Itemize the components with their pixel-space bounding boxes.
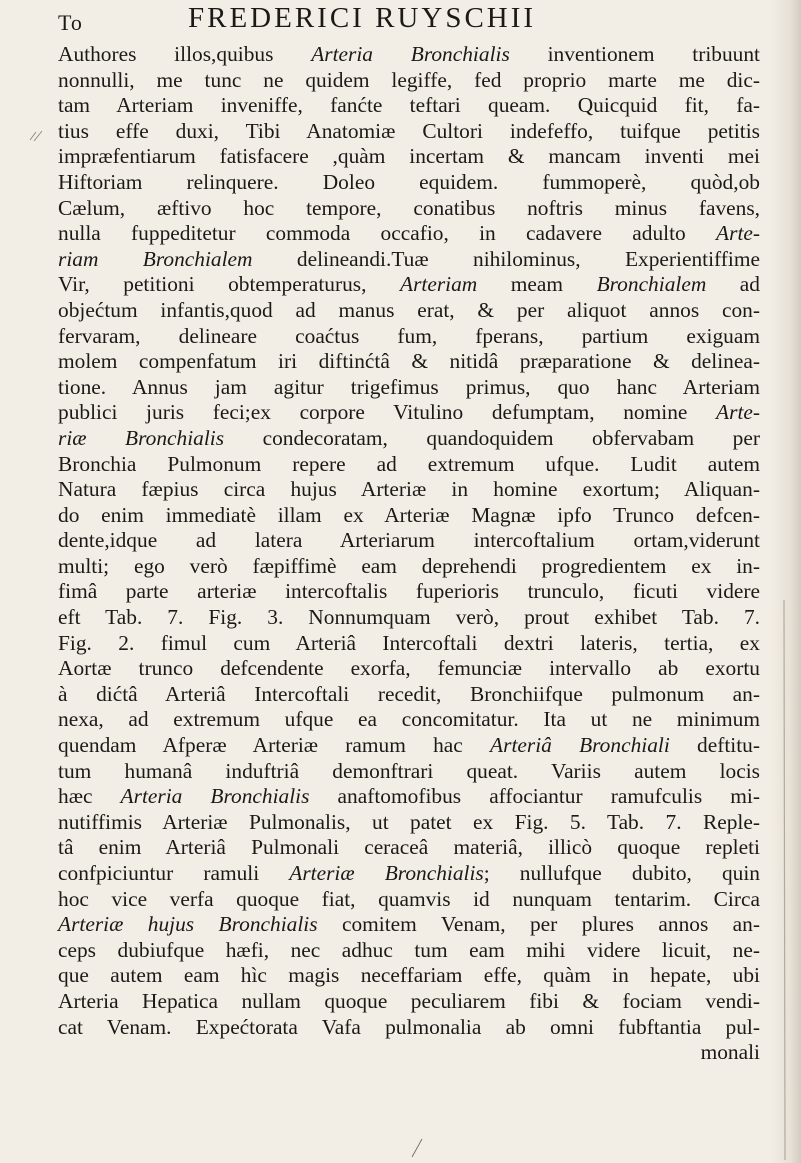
running-head: FREDERICI RUYSCHII [188,2,537,34]
text-segment: meam [477,272,597,297]
text-segment: nexa, ad extremum ufque ea concomitatur. Ita ut ne minimum [58,707,760,732]
text-line [58,759,760,785]
text-line [58,912,760,938]
text-line [58,196,760,222]
text-line [58,528,760,554]
stray-ink-mark [410,1138,424,1158]
text-segment: impræfentiarum fatisfacere ,quàm incertam & mancam inventi mei [58,144,760,169]
text-segment: Bronchia Pulmonum repere ad extremum ufque. Ludit autem [58,451,760,476]
italic-term: Arte- [716,400,760,425]
text-line [58,810,760,836]
text-line [58,733,760,759]
text-segment: Arteria Hepatica nullam quoque peculiarem fibi & fociam vendi- [58,988,760,1013]
text-segment: Authores illos,quibus [58,42,312,66]
italic-term: Arteria Bronchialis [120,784,310,809]
page-header [58,2,758,38]
text-segment: condecoratam, quandoquidem obfervabam per [224,425,760,450]
text-segment: tione. Annus jam agitur trigefimus primus, quo hanc Arteriam [58,374,760,399]
text-line [58,221,760,247]
italic-term: riam Bronchialem [58,246,253,271]
text-line [58,1040,760,1066]
text-line [58,324,760,350]
italic-term: Arteriâ Bronchiali [490,733,670,758]
text-line [58,605,760,631]
text-line [58,375,760,401]
text-line [58,272,760,298]
text-segment: eft Tab. 7. Fig. 3. Nonnumquam verò, prout exhibet Tab. 7. [58,605,760,630]
text-line [58,989,760,1015]
text-segment: deftitu- [669,733,761,758]
text-segment: comitem Venam, per plures annos an- [317,912,760,937]
text-line [58,144,760,170]
text-segment: inventionem tribuunt [509,42,760,66]
text-line [58,42,760,68]
text-segment: ad [706,272,760,297]
text-segment: molem compenfatum iri diftinćtâ & nitidâ præparatione & delinea- [58,349,760,374]
text-line [58,170,760,196]
text-line [58,119,760,145]
text-segment: tius effe duxi, Tibi Anatomiæ Cultori indefeffo, tuifque petitis [58,118,760,143]
text-line [58,68,760,94]
text-segment: dente,idque ad latera Arteriarum intercoftalium ortam,viderunt [58,528,760,553]
italic-term: Arteriæ Bronchialis [289,861,484,885]
text-segment: fimâ parte arteriæ intercoftalis fuperioris trunculo, ficuti videre [58,579,760,604]
text-line [58,631,760,657]
text-line [58,861,760,887]
text-line [58,579,760,605]
text-segment: monali [700,1040,760,1065]
text-segment: tam Arteriam inveniffe, fanćte teftari queam. Quicquid fit, fa- [58,93,760,118]
text-segment: publici juris feci;ex corpore Vitulino defumptam, nomine [58,400,717,425]
text-line [58,400,760,426]
italic-term: Arteriæ hujus Bronchialis [58,912,318,937]
text-line [58,503,760,529]
text-segment: fervaram, delineare coaćtus fum, fperans, partium exiguam [58,323,760,348]
text-line [58,477,760,503]
text-segment: Fig. 2. fimul cum Arteriâ Intercoftali dextri lateris, tertia, ex [58,630,760,655]
text-segment: nonnulli, me tunc ne quidem legiffe, fed proprio marte me dic- [58,67,760,92]
text-line [58,682,760,708]
text-line [58,452,760,478]
text-line [58,963,760,989]
text-line [58,1015,760,1041]
text-line [58,784,760,810]
text-segment: que autem eam hìc magis neceffariam effe, quàm in hepate, ubi [58,963,760,988]
page-edge-shadow [770,600,788,1160]
text-segment: ceps dubiufque hæfi, nec adhuc tum eam mihi videre licuit, ne- [58,937,760,962]
text-segment: delineandi.Tuæ nihilominus, Experientiffime [252,246,760,271]
text-segment: nulla fuppeditetur commoda occafio, in cadavere adulto [58,221,717,246]
text-segment: Cælum, æftivo hoc tempore, conatibus noftris minus favens, [58,195,760,220]
text-line [58,656,760,682]
text-segment: Hiftoriam relinquere. Doleo equidem. fummoperè, quòd,ob [58,169,760,194]
text-segment: quendam Afperæ Arteriæ ramum hac [58,733,491,758]
text-segment: multi; ego verò fæpiffimè eam deprehendi progredientem ex in- [58,553,760,578]
italic-term: Arteria Bronchialis [311,42,510,66]
page-number: To [58,10,83,35]
italic-term: Bronchialem [596,272,707,297]
text-segment: Natura fæpius circa hujus Arteriæ in homine exortum; Aliquan- [58,477,760,502]
italic-term: riæ Bronchialis [58,425,225,450]
text-line [58,93,760,119]
text-segment: hæc [58,784,121,809]
text-segment: tum humanâ induftriâ demonftrari queat. Variis autem locis [58,758,760,783]
text-segment: nutiffimis Arteriæ Pulmonalis, ut patet ex Fig. 5. Tab. 7. Reple- [58,809,760,834]
text-line [58,887,760,913]
text-segment: Vir, petitioni obtemperaturus, [58,272,400,297]
text-line [58,349,760,375]
text-line [58,707,760,733]
text-line [58,298,760,324]
text-segment: objećtum infantis,quod ad manus erat, & per aliquot annos con- [58,297,760,322]
text-line [58,835,760,861]
text-segment: confpiciuntur ramuli [58,861,290,885]
text-segment: hoc vice verfa quoque fiat, quamvis id nunquam tentarim. Circa [58,886,760,911]
italic-term: Arteriam [400,272,478,297]
italic-term: Arte- [716,221,760,246]
text-line [58,938,760,964]
body-text [58,42,760,1066]
text-line [58,554,760,580]
text-segment: anaftomofibus affociantur ramufculis mi- [309,784,760,809]
text-segment: cat Venam. Expećtorata Vafa pulmonalia ab omni fubftantia pul- [58,1014,760,1039]
text-segment: à dićtâ Arteriâ Intercoftali recedit, Bronchiifque pulmonum an- [58,681,760,706]
text-segment: do enim immediatè illam ex Arteriæ Magnæ ipfo Trunco defcen- [58,502,760,527]
margin-pencil-mark [28,128,48,144]
text-segment: Aortæ trunco defcendente exorfa, femunciæ intervallo ab exortu [58,656,760,681]
text-line [58,247,760,273]
text-line [58,426,760,452]
text-segment: ; nullufque dubito, quin [483,861,760,885]
text-segment: tâ enim Arteriâ Pulmonali ceraceâ materiâ, illicò quoque repleti [58,835,760,860]
